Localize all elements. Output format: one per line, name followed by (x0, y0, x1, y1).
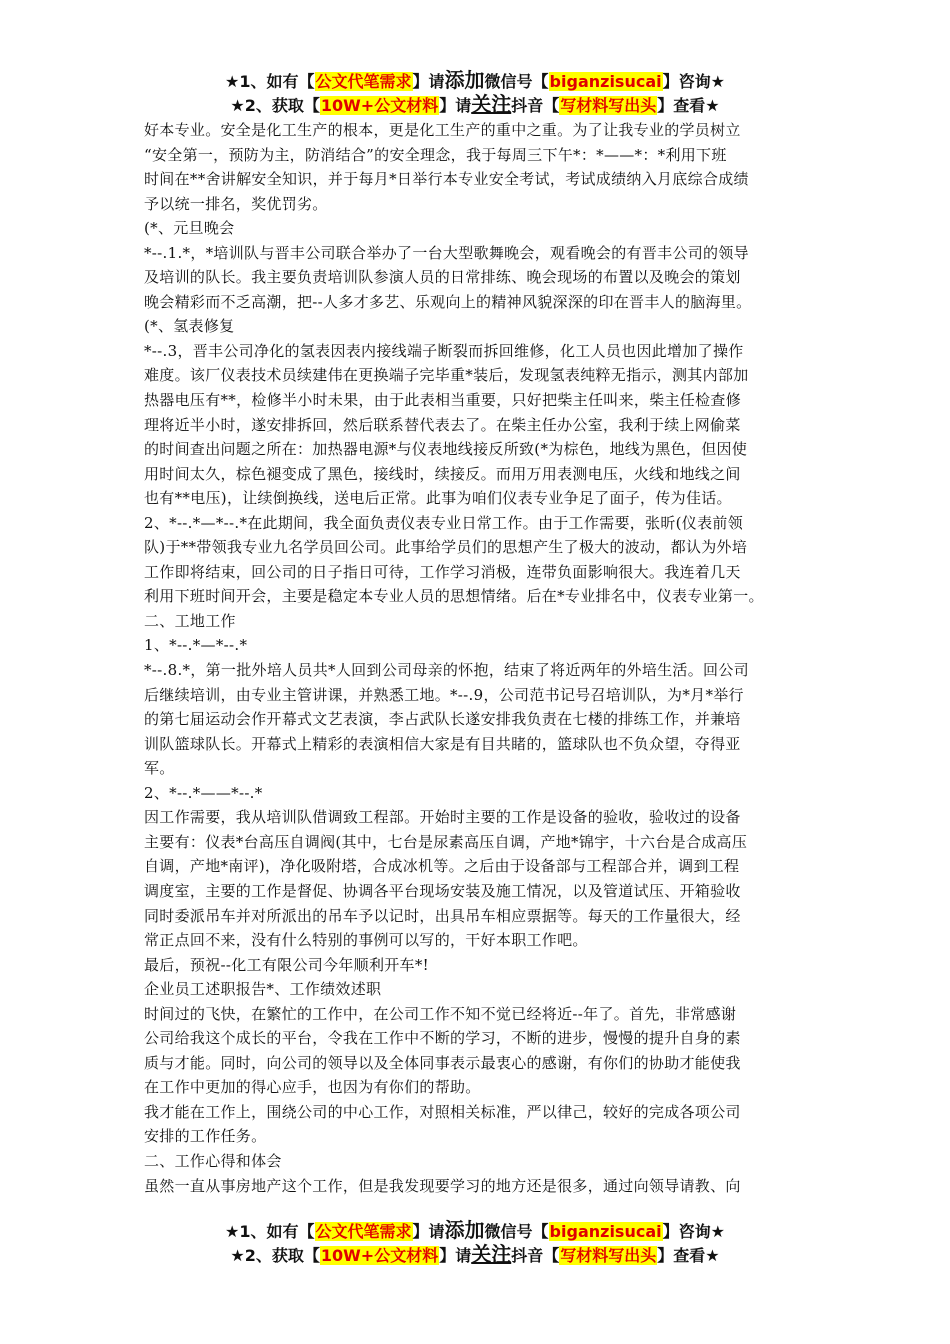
promo-line-1 (0, 1218, 950, 1242)
body-line: 最后，预祝--化工有限公司今年顺利开车*! (144, 955, 429, 974)
body-line: (*、元旦晚会 (144, 219, 235, 238)
body-line: *--.8.*，第一批外培人员共*人回到公司母亲的怀抱，结束了将近两年的外培生活。回公司 (144, 661, 749, 680)
body-line: 1、*--.*—*--.* (144, 636, 248, 655)
promo-text: 】查看★ (657, 1246, 720, 1265)
promo-highlight: 写材料写出头 (560, 1246, 657, 1265)
promo-text: 】请 (412, 72, 445, 91)
body-line: 用时间太久，棕色褪变成了黑色，接线时，续接反。而用万用表测电压，火线和地线之间 (144, 464, 741, 483)
promo-text: 抖音【 (511, 1246, 560, 1265)
body-line: 安排的工作任务。 (144, 1127, 267, 1146)
body-line: 因工作需要，我从培训队借调致工程部。开始时主要的工作是设备的验收，验收过的设备 (144, 808, 741, 827)
body-line: 二、工地工作 (144, 611, 236, 630)
promo-text: 抖音【 (511, 96, 560, 115)
promo-emphasis: 关注 (471, 92, 512, 116)
promo-highlight: 写材料写出头 (560, 96, 657, 115)
body-line: 后继续培训，由专业主管讲课，并熟悉工地。*--.9，公司范书记号召培训队，为*月*举行 (144, 685, 744, 704)
body-line: 好本专业。安全是化工生产的根本，更是化工生产的重中之重。为了让我专业的学员树立 (144, 121, 741, 139)
promo-text: 】请 (412, 1222, 445, 1241)
body-line: 在工作中更加的得心应手，也因为有你们的帮助。 (144, 1078, 481, 1097)
promo-line-2 (0, 92, 950, 116)
body-line: 难度。该厂仪表技术员续建伟在更换端子完毕重*装后，发现氢表纯粹无指示，测其内部加 (144, 366, 749, 385)
promo-text: ★2、获取【 (230, 1246, 320, 1265)
body-line: 2、*--.*——*--.* (144, 783, 263, 802)
promo-text: 】咨询★ (662, 1222, 725, 1241)
promo-emphasis: 关注 (471, 1242, 512, 1266)
promo-text: 】咨询★ (662, 72, 725, 91)
promo-text: ★1、如有【 (225, 1222, 315, 1241)
body-line: *--.1.*，*培训队与晋丰公司联合举办了一台大型歌舞晚会，观看晚会的有晋丰公司的领导 (144, 243, 749, 262)
body-line: 工作即将结束，回公司的日子指日可待，工作学习消极，连带负面影响很大。我连着几天 (144, 562, 741, 581)
document-body (144, 118, 814, 1198)
body-line: 队)于**带领我专业九名学员回公司。此事给学员们的思想产生了极大的波动，都认为外培 (144, 538, 748, 557)
promo-highlight: 10W+公文材料 (320, 1246, 439, 1265)
promo-highlight: 公文代笔需求 (315, 1222, 412, 1241)
body-line: 企业员工述职报告*、工作绩效述职 (144, 980, 382, 999)
promo-highlight: biganzisucai (549, 1222, 662, 1241)
promo-banner-top (0, 68, 950, 116)
promo-highlight: 公文代笔需求 (315, 72, 412, 91)
body-line: 二、工作心得和体会 (144, 1151, 282, 1170)
promo-text: 微信号【 (484, 1222, 549, 1241)
body-line: 热器电压有**，检修半小时未果，由于此表相当重要，只好把柴主任叫来，柴主任检查修 (144, 391, 742, 410)
promo-highlight: 10W+公文材料 (320, 96, 439, 115)
body-line: 也有**电压)，让续倒换线，送电后正常。此事为咱们仪表专业争足了面子，传为佳话。 (144, 489, 732, 508)
body-line: (*、氢表修复 (144, 317, 235, 336)
body-line: 军。 (144, 759, 175, 778)
body-line: 常正点回不来，没有什么特别的事例可以写的，干好本职工作吧。 (144, 931, 588, 950)
promo-emphasis: 添加 (444, 68, 485, 92)
body-line: 晚会精彩而不乏高潮，把--人多才多艺、乐观向上的精神风貌深深的印在晋丰人的脑海里。 (144, 292, 752, 311)
promo-highlight: biganzisucai (549, 72, 662, 91)
body-line: 的时间查出问题之所在：加热器电源*与仪表地线接反所致(*为棕色，地线为黑色，但因使 (144, 440, 748, 459)
body-line: 虽然一直从事房地产这个工作，但是我发现要学习的地方还是很多，通过向领导请教、向 (144, 1176, 741, 1195)
promo-text: ★1、如有【 (225, 72, 315, 91)
body-line: 及培训的队长。我主要负责培训队参演人员的日常排练、晚会现场的布置以及晚会的策划 (144, 268, 741, 287)
promo-text: 】查看★ (657, 96, 720, 115)
promo-emphasis: 添加 (444, 1218, 485, 1242)
body-line: 同时委派吊车并对所派出的吊车予以记时，出具吊车相应票据等。每天的工作量很大，经 (144, 906, 741, 925)
body-line: *--.3，晋丰公司净化的氢表因表内接线端子断裂而拆回维修，化工人员也因此增加了操作 (144, 341, 744, 360)
promo-line-1 (0, 68, 950, 92)
body-line: 利用下班时间开会，主要是稳定本专业人员的思想情绪。后在*专业排名中，仪表专业第一。 (144, 587, 764, 606)
body-line: 公司给我这个成长的平台，令我在工作中不断的学习，不断的进步，慢慢的提升自身的素 (144, 1029, 741, 1048)
body-line: 调度室，主要的工作是督促、协调各平台现场安装及施工情况，以及管道试压、开箱验收 (144, 881, 741, 900)
body-line: 时间过的飞快，在繁忙的工作中，在公司工作不知不觉已经将近--年了。首先，非常感谢 (144, 1004, 737, 1023)
body-line: 主要有：仪表*台高压自调阀(其中，七台是尿素高压自调，产地*锦宇，十六台是合成高压 (144, 832, 748, 851)
promo-text: 】请 (439, 1246, 472, 1265)
body-line: 的第七届运动会作开幕式文艺表演，李占武队长遂安排我负责在七楼的排练工作，并兼培 (144, 710, 741, 729)
promo-line-2 (0, 1242, 950, 1266)
body-line: 予以统一排名，奖优罚劣。 (144, 194, 328, 213)
body-line: 时间在**舍讲解安全知识，并于每月*日举行本专业安全考试，考试成绩纳入月底综合成绩 (144, 170, 749, 189)
promo-text: 】请 (439, 96, 472, 115)
body-line: 2、*--.*—*--.*在此期间，我全面负责仪表专业日常工作。由于工作需要，张昕(仪表前领 (144, 513, 744, 532)
promo-text: ★2、获取【 (230, 96, 320, 115)
promo-text: 微信号【 (484, 72, 549, 91)
body-line: 我才能在工作上，围绕公司的中心工作，对照相关标准，严以律己，较好的完成各项公司 (144, 1102, 741, 1121)
body-line: 自调，产地*南评)，净化吸附塔，合成冰机等。之后由于设备部与工程部合并，调到工程 (144, 857, 740, 876)
body-line: 训队篮球队长。开幕式上精彩的表演相信大家是有目共睹的，篮球队也不负众望，夺得亚 (144, 734, 741, 753)
body-line: 质与才能。同时，向公司的领导以及全体同事表示最衷心的感谢，有你们的协助才能使我 (144, 1053, 741, 1072)
body-line: 理将近半小时，遂安排拆回，然后联系替代表去了。在柴主任办公室，我利于续上网偷菜 (144, 415, 741, 434)
promo-banner-bottom (0, 1218, 950, 1266)
body-line: “安全第一，预防为主，防消结合”的安全理念，我于每周三下午*：*——*：*利用下班 (144, 145, 727, 164)
